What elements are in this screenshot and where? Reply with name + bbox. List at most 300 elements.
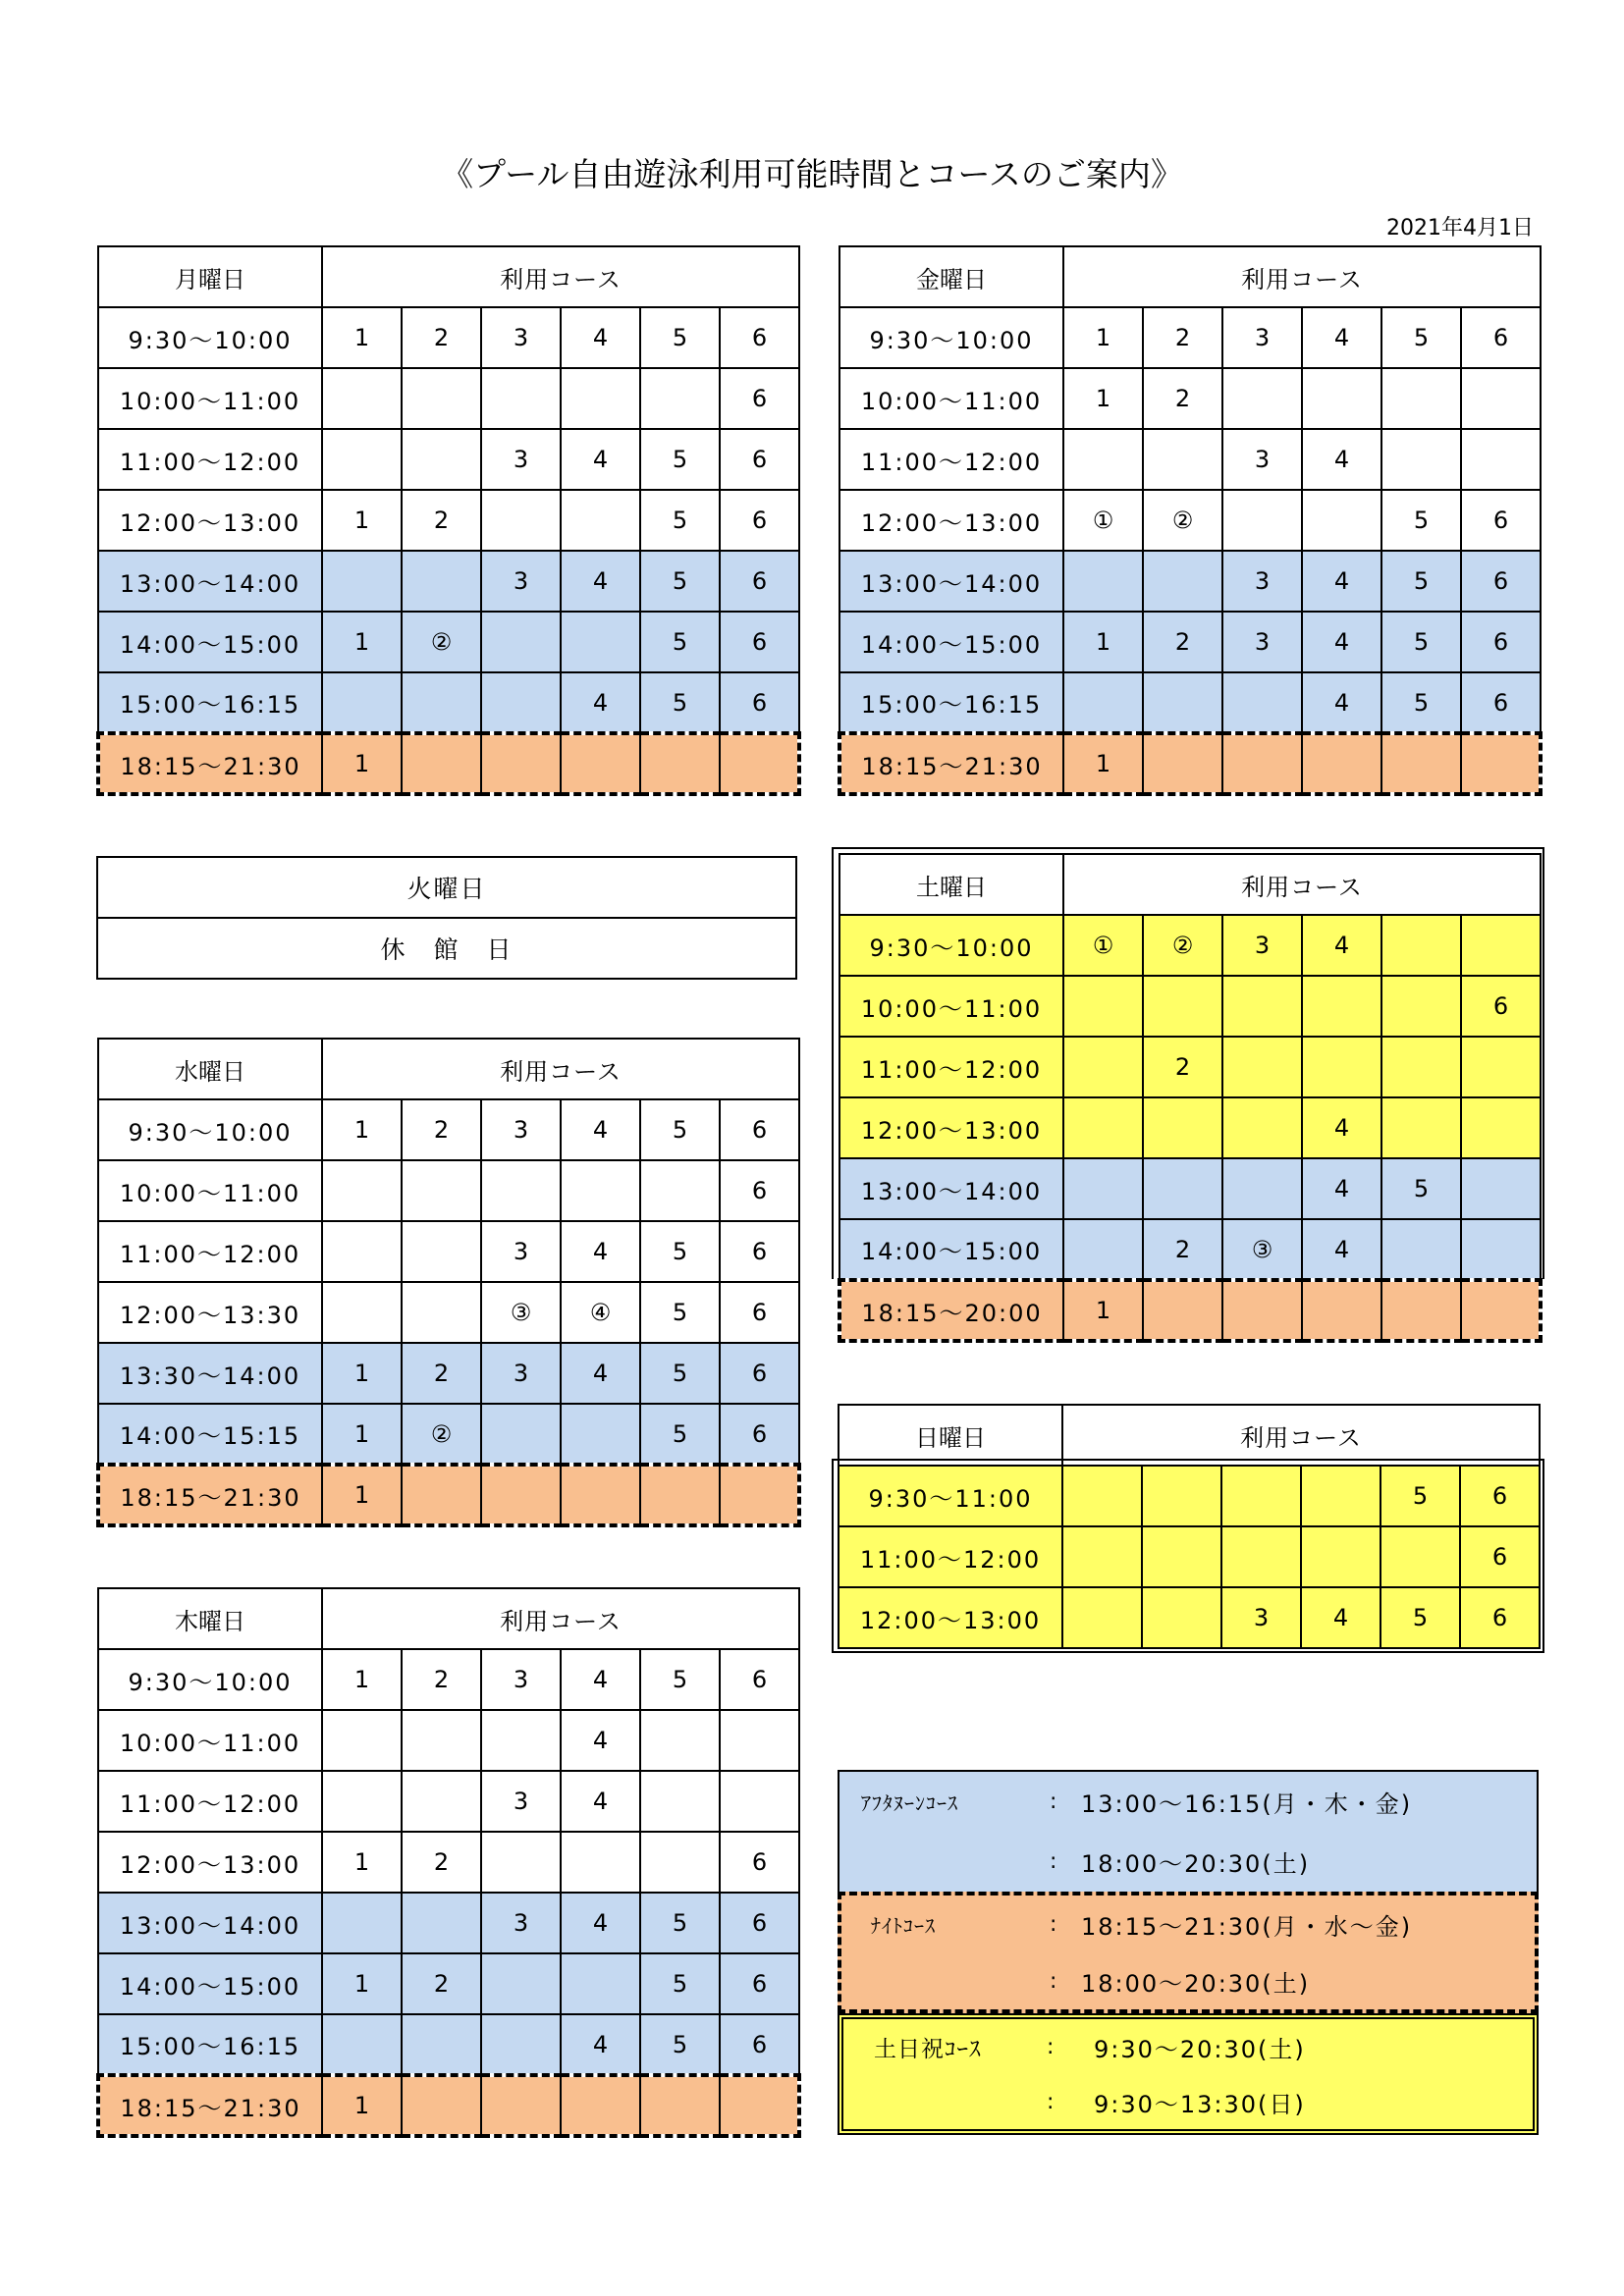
course-hours: 13:00〜16:15(月・木・金): [1081, 1790, 1413, 1818]
course-1-cell: [1063, 429, 1143, 490]
time-slot-row: [98, 672, 799, 733]
course-header: 利用コース: [1063, 854, 1541, 915]
course-6-cell: [720, 2075, 799, 2136]
course-6-cell: 6: [720, 1099, 799, 1160]
time-slot-row: [98, 733, 799, 794]
course-5-cell: 5: [640, 1099, 720, 1160]
course-5-cell: [640, 1710, 720, 1771]
course-5-cell: 5: [1380, 1587, 1460, 1648]
time-slot: 14:00〜15:00: [98, 1953, 322, 2014]
course-1-cell: 1: [322, 1832, 402, 1893]
course-1-cell: 1: [322, 612, 402, 672]
course-5-cell: [1381, 368, 1461, 429]
course-2-cell: [402, 1282, 481, 1343]
course-4-cell: [561, 1160, 640, 1221]
course-1-cell: [1063, 1037, 1143, 1097]
course-2-cell: [1143, 1158, 1222, 1219]
course-3-cell: [481, 1160, 561, 1221]
course-2-cell: [1142, 1526, 1221, 1587]
course-1-cell: [1063, 976, 1143, 1037]
course-1-cell: 1: [322, 733, 402, 794]
course-header: 利用コース: [1063, 246, 1541, 307]
course-5-cell: [1381, 429, 1461, 490]
closed-row: [97, 918, 796, 979]
time-slot-row: [98, 307, 799, 368]
course-5-cell: [1380, 1526, 1460, 1587]
course-1-cell: 1: [322, 1953, 402, 2014]
time-slot: 13:00〜14:00: [98, 1893, 322, 1953]
day-header: 木曜日: [98, 1588, 322, 1649]
mon-table: [96, 245, 801, 796]
course-6-cell: [720, 733, 799, 794]
time-slot-row: [98, 1221, 799, 1282]
course-5-cell: 5: [1381, 551, 1461, 612]
course-3-cell: 3: [481, 551, 561, 612]
course-5-cell: 5: [640, 307, 720, 368]
separator: :: [1050, 1789, 1057, 1814]
course-6-cell: 6: [720, 1649, 799, 1710]
wednesday-schedule-table: [96, 1038, 797, 1527]
course-4-cell: [1302, 1280, 1381, 1341]
time-slot-row: [839, 1158, 1541, 1219]
course-3-cell: 3: [481, 429, 561, 490]
course-1-cell: [322, 1710, 402, 1771]
course-5-cell: 5: [1381, 612, 1461, 672]
course-1-cell: 1: [322, 307, 402, 368]
separator: :: [1050, 1911, 1057, 1937]
course-1-cell: 1: [322, 1404, 402, 1465]
time-slot-row: [98, 1893, 799, 1953]
course-5-cell: [1381, 1219, 1461, 1280]
course-4-cell: [561, 368, 640, 429]
course-5-cell: [1381, 915, 1461, 976]
course-6-cell: 6: [1460, 1526, 1540, 1587]
course-4-cell: 4: [1302, 551, 1381, 612]
course-4-cell: [561, 1953, 640, 2014]
course-4-cell: 4: [1302, 429, 1381, 490]
course-1-cell: [322, 1160, 402, 1221]
course-1-cell: 1: [1063, 1280, 1143, 1341]
course-6-cell: 6: [720, 429, 799, 490]
time-slot: 9:30〜10:00: [98, 307, 322, 368]
course-2-cell: [402, 368, 481, 429]
day-header: 火曜日: [97, 857, 796, 918]
course-2-cell: 2: [402, 307, 481, 368]
time-slot-row: [98, 1465, 799, 1525]
course-2-cell: 2: [402, 490, 481, 551]
time-slot-row: [839, 368, 1541, 429]
course-3-cell: [1222, 672, 1302, 733]
course-5-cell: 5: [1380, 1466, 1460, 1526]
time-slot-row: [839, 1219, 1541, 1280]
course-6-cell: 6: [1461, 551, 1541, 612]
separator: :: [1050, 1968, 1057, 1994]
header-row: [839, 854, 1541, 915]
course-2-cell: [402, 1893, 481, 1953]
course-5-cell: 5: [640, 1343, 720, 1404]
course-name: 土日祝ｺｰｽ: [874, 2036, 982, 2062]
course-5-cell: 5: [640, 1282, 720, 1343]
course-1-cell: [1062, 1526, 1142, 1587]
time-slot: 14:00〜15:15: [98, 1404, 322, 1465]
course-3-cell: [1222, 1037, 1302, 1097]
time-slot: 18:15〜20:00: [839, 1280, 1063, 1341]
day-header: 金曜日: [839, 246, 1063, 307]
course-1-cell: [322, 1282, 402, 1343]
time-slot-row: [98, 1343, 799, 1404]
course-1-cell: [1063, 672, 1143, 733]
course-6-cell: 6: [1461, 976, 1541, 1037]
sunday-schedule-table: [838, 1404, 1539, 1649]
time-slot: 9:30〜10:00: [98, 1099, 322, 1160]
course-6-cell: 6: [1461, 612, 1541, 672]
time-slot-row: [98, 1282, 799, 1343]
course-4-cell: 4: [561, 1710, 640, 1771]
time-slot: 11:00〜12:00: [839, 429, 1063, 490]
course-5-cell: 5: [1381, 307, 1461, 368]
course-5-cell: [1381, 1280, 1461, 1341]
course-4-cell: [561, 490, 640, 551]
course-2-cell: 2: [402, 1099, 481, 1160]
legend-line: [839, 1832, 1537, 1892]
course-2-cell: [1143, 551, 1222, 612]
course-1-cell: 1: [322, 1465, 402, 1525]
afternoon-course-legend: [838, 1770, 1539, 1892]
course-4-cell: 4: [1301, 1587, 1380, 1648]
course-2-cell: [1143, 429, 1222, 490]
saturday-schedule-table: [838, 853, 1539, 1343]
course-4-cell: 4: [561, 1649, 640, 1710]
course-5-cell: [640, 1465, 720, 1525]
course-4-cell: [561, 2075, 640, 2136]
time-slot: 12:00〜13:00: [839, 490, 1063, 551]
course-4-cell: [561, 1404, 640, 1465]
course-4-cell: [1302, 490, 1381, 551]
time-slot-row: [839, 1280, 1541, 1341]
course-2-cell: ②: [1143, 490, 1222, 551]
course-5-cell: [640, 1832, 720, 1893]
day-header: 月曜日: [98, 246, 322, 307]
course-1-cell: [1063, 551, 1143, 612]
separator: :: [1047, 2089, 1055, 2114]
course-2-cell: [402, 429, 481, 490]
time-slot-row: [839, 1587, 1540, 1648]
course-2-cell: [402, 733, 481, 794]
time-slot-row: [839, 612, 1541, 672]
course-2-cell: [1142, 1587, 1221, 1648]
course-2-cell: 2: [402, 1832, 481, 1893]
course-6-cell: 6: [720, 2014, 799, 2075]
course-2-cell: 2: [402, 1343, 481, 1404]
time-slot: 15:00〜16:15: [839, 672, 1063, 733]
time-slot: 10:00〜11:00: [839, 976, 1063, 1037]
time-slot: 14:00〜15:00: [839, 612, 1063, 672]
course-3-cell: [1222, 368, 1302, 429]
course-1-cell: 1: [322, 1099, 402, 1160]
course-5-cell: 5: [640, 1649, 720, 1710]
course-1-cell: ①: [1063, 915, 1143, 976]
course-header: 利用コース: [1062, 1405, 1540, 1466]
course-hours: 18:00〜20:30(土): [1081, 1969, 1311, 1998]
course-4-cell: 4: [561, 429, 640, 490]
course-3-cell: 3: [481, 1893, 561, 1953]
course-5-cell: 5: [640, 2014, 720, 2075]
course-2-cell: 2: [1143, 1219, 1222, 1280]
course-name: ﾅｲﾄｺｰｽ: [871, 1913, 936, 1938]
header-row: [98, 1588, 799, 1649]
time-slot: 12:00〜13:00: [839, 1097, 1063, 1158]
course-6-cell: [720, 1465, 799, 1525]
course-3-cell: 3: [1222, 551, 1302, 612]
course-3-cell: 3: [481, 307, 561, 368]
legend-line: [841, 1952, 1535, 2009]
header-row: [839, 246, 1541, 307]
course-6-cell: 6: [1460, 1587, 1540, 1648]
legend-line: [843, 2074, 1533, 2129]
course-1-cell: [322, 551, 402, 612]
course-1-cell: [1062, 1587, 1142, 1648]
time-slot-row: [839, 1097, 1541, 1158]
course-5-cell: 5: [640, 1404, 720, 1465]
course-2-cell: 2: [402, 1953, 481, 2014]
time-slot: 11:00〜12:00: [839, 1037, 1063, 1097]
night-course-legend: [838, 1892, 1539, 2013]
friday-schedule-table: [838, 245, 1539, 796]
course-3-cell: [481, 612, 561, 672]
course-1-cell: 1: [1063, 368, 1143, 429]
course-5-cell: [1381, 1037, 1461, 1097]
page-title: 《プール自由遊泳利用可能時間とコースのご案内》: [441, 155, 1183, 193]
course-3-cell: [481, 490, 561, 551]
course-3-cell: 3: [1222, 612, 1302, 672]
time-slot: 11:00〜12:00: [98, 1221, 322, 1282]
time-slot: 18:15〜21:30: [839, 733, 1063, 794]
tuesday-schedule-table: [96, 856, 797, 980]
time-slot-row: [98, 368, 799, 429]
time-slot-row: [98, 1649, 799, 1710]
course-1-cell: [322, 429, 402, 490]
header-row: [98, 246, 799, 307]
time-slot: 15:00〜16:15: [98, 672, 322, 733]
time-slot: 10:00〜11:00: [98, 1710, 322, 1771]
course-2-cell: [402, 672, 481, 733]
course-2-cell: [1142, 1466, 1221, 1526]
course-3-cell: ③: [481, 1282, 561, 1343]
course-2-cell: [402, 1710, 481, 1771]
course-4-cell: 4: [561, 1343, 640, 1404]
course-3-cell: [1222, 1097, 1302, 1158]
course-2-cell: 2: [1143, 368, 1222, 429]
time-slot: 13:30〜14:00: [98, 1343, 322, 1404]
course-2-cell: [402, 1465, 481, 1525]
course-3-cell: [1222, 976, 1302, 1037]
time-slot: 10:00〜11:00: [98, 1160, 322, 1221]
time-slot: 11:00〜12:00: [98, 429, 322, 490]
course-6-cell: 6: [720, 368, 799, 429]
course-5-cell: 5: [640, 1953, 720, 2014]
course-5-cell: [640, 2075, 720, 2136]
course-4-cell: 4: [1302, 1219, 1381, 1280]
course-4-cell: [1302, 976, 1381, 1037]
course-3-cell: ③: [1222, 1219, 1302, 1280]
course-6-cell: 6: [720, 1221, 799, 1282]
time-slot-row: [98, 490, 799, 551]
course-1-cell: 1: [1063, 307, 1143, 368]
course-2-cell: ②: [1143, 915, 1222, 976]
course-6-cell: [1461, 1037, 1541, 1097]
course-2-cell: 2: [1143, 612, 1222, 672]
course-3-cell: 3: [481, 1343, 561, 1404]
course-6-cell: 6: [720, 672, 799, 733]
day-header: 土曜日: [839, 854, 1063, 915]
time-slot-row: [98, 1404, 799, 1465]
course-5-cell: [640, 733, 720, 794]
time-slot-row: [839, 490, 1541, 551]
course-5-cell: [640, 1160, 720, 1221]
course-5-cell: [1381, 1097, 1461, 1158]
course-4-cell: ④: [561, 1282, 640, 1343]
course-3-cell: [481, 2075, 561, 2136]
time-slot: 18:15〜21:30: [98, 733, 322, 794]
course-4-cell: 4: [561, 1221, 640, 1282]
course-5-cell: 5: [640, 1221, 720, 1282]
course-3-cell: [1222, 1280, 1302, 1341]
course-2-cell: [1143, 1097, 1222, 1158]
time-slot: 12:00〜13:00: [839, 1587, 1062, 1648]
course-5-cell: 5: [1381, 672, 1461, 733]
time-slot: 11:00〜12:00: [839, 1526, 1062, 1587]
course-legend: [838, 1770, 1539, 2135]
time-slot: 12:00〜13:00: [98, 1832, 322, 1893]
course-6-cell: 6: [1461, 490, 1541, 551]
time-slot-row: [839, 672, 1541, 733]
course-6-cell: [1461, 733, 1541, 794]
course-header: 利用コース: [322, 246, 799, 307]
time-slot-row: [98, 1771, 799, 1832]
sun-table: [838, 1404, 1541, 1649]
monday-schedule-table: [96, 245, 797, 796]
time-slot-row: [839, 976, 1541, 1037]
separator: :: [1047, 2034, 1055, 2059]
course-header: 利用コース: [322, 1039, 799, 1099]
course-1-cell: [1063, 1158, 1143, 1219]
course-4-cell: [1301, 1526, 1380, 1587]
course-5-cell: 5: [640, 429, 720, 490]
time-slot-row: [98, 2014, 799, 2075]
legend-line: [843, 2019, 1533, 2074]
time-slot: 12:00〜13:30: [98, 1282, 322, 1343]
time-slot-row: [98, 1099, 799, 1160]
time-slot: 9:30〜10:00: [839, 307, 1063, 368]
time-slot-row: [98, 1710, 799, 1771]
course-hours: 18:15〜21:30(月・水〜金): [1081, 1912, 1413, 1941]
course-4-cell: [1302, 733, 1381, 794]
time-slot: 9:30〜10:00: [98, 1649, 322, 1710]
header-row: [97, 857, 796, 918]
course-2-cell: 2: [402, 1649, 481, 1710]
time-slot: 13:00〜14:00: [839, 1158, 1063, 1219]
time-slot: 10:00〜11:00: [98, 368, 322, 429]
course-4-cell: 4: [1302, 307, 1381, 368]
course-6-cell: [1461, 1219, 1541, 1280]
time-slot-row: [98, 2075, 799, 2136]
course-4-cell: 4: [1302, 1097, 1381, 1158]
thursday-schedule-table: [96, 1587, 797, 2138]
thu-table: [96, 1587, 801, 2138]
time-slot-row: [98, 1160, 799, 1221]
course-6-cell: [720, 1771, 799, 1832]
time-slot-row: [98, 612, 799, 672]
course-3-cell: [481, 1832, 561, 1893]
course-3-cell: [481, 1710, 561, 1771]
course-6-cell: 6: [720, 1343, 799, 1404]
course-2-cell: ②: [402, 1404, 481, 1465]
course-1-cell: [322, 368, 402, 429]
time-slot-row: [98, 429, 799, 490]
course-2-cell: 2: [1143, 1037, 1222, 1097]
course-6-cell: 6: [720, 1893, 799, 1953]
course-1-cell: [322, 672, 402, 733]
course-3-cell: [1222, 1158, 1302, 1219]
tuesday-table: [96, 856, 797, 980]
course-2-cell: ②: [402, 612, 481, 672]
issue-date: 2021年4月1日: [1386, 216, 1534, 240]
course-4-cell: [1302, 1037, 1381, 1097]
course-6-cell: 6: [720, 612, 799, 672]
course-6-cell: [1461, 1280, 1541, 1341]
course-hours: 9:30〜20:30(土): [1094, 2035, 1306, 2063]
course-1-cell: 1: [322, 490, 402, 551]
course-6-cell: 6: [1461, 672, 1541, 733]
course-4-cell: 4: [561, 307, 640, 368]
course-1-cell: 1: [322, 1649, 402, 1710]
course-3-cell: 3: [1222, 429, 1302, 490]
course-1-cell: 1: [322, 2075, 402, 2136]
course-3-cell: 3: [1222, 915, 1302, 976]
time-slot-row: [839, 429, 1541, 490]
course-1-cell: [322, 1221, 402, 1282]
time-slot: 14:00〜15:00: [839, 1219, 1063, 1280]
course-2-cell: [402, 2075, 481, 2136]
legend-line: [841, 1896, 1535, 1952]
course-3-cell: 3: [1221, 1587, 1301, 1648]
course-4-cell: [561, 733, 640, 794]
course-1-cell: ①: [1063, 490, 1143, 551]
course-4-cell: [1302, 368, 1381, 429]
course-6-cell: 6: [720, 551, 799, 612]
course-2-cell: [402, 1221, 481, 1282]
course-2-cell: [1143, 1280, 1222, 1341]
course-6-cell: 6: [720, 1953, 799, 2014]
course-5-cell: [1381, 976, 1461, 1037]
course-6-cell: [1461, 368, 1541, 429]
course-6-cell: 6: [720, 1160, 799, 1221]
course-1-cell: [1063, 1219, 1143, 1280]
time-slot-row: [839, 1526, 1540, 1587]
time-slot: 15:00〜16:15: [98, 2014, 322, 2075]
course-4-cell: [561, 612, 640, 672]
time-slot: 13:00〜14:00: [839, 551, 1063, 612]
time-slot: 9:30〜11:00: [839, 1466, 1062, 1526]
course-5-cell: 5: [640, 612, 720, 672]
time-slot: 13:00〜14:00: [98, 551, 322, 612]
course-6-cell: 6: [720, 1404, 799, 1465]
course-6-cell: 6: [1461, 307, 1541, 368]
course-1-cell: 1: [322, 1343, 402, 1404]
day-header: 水曜日: [98, 1039, 322, 1099]
fri-table: [838, 245, 1543, 796]
course-3-cell: [1222, 490, 1302, 551]
